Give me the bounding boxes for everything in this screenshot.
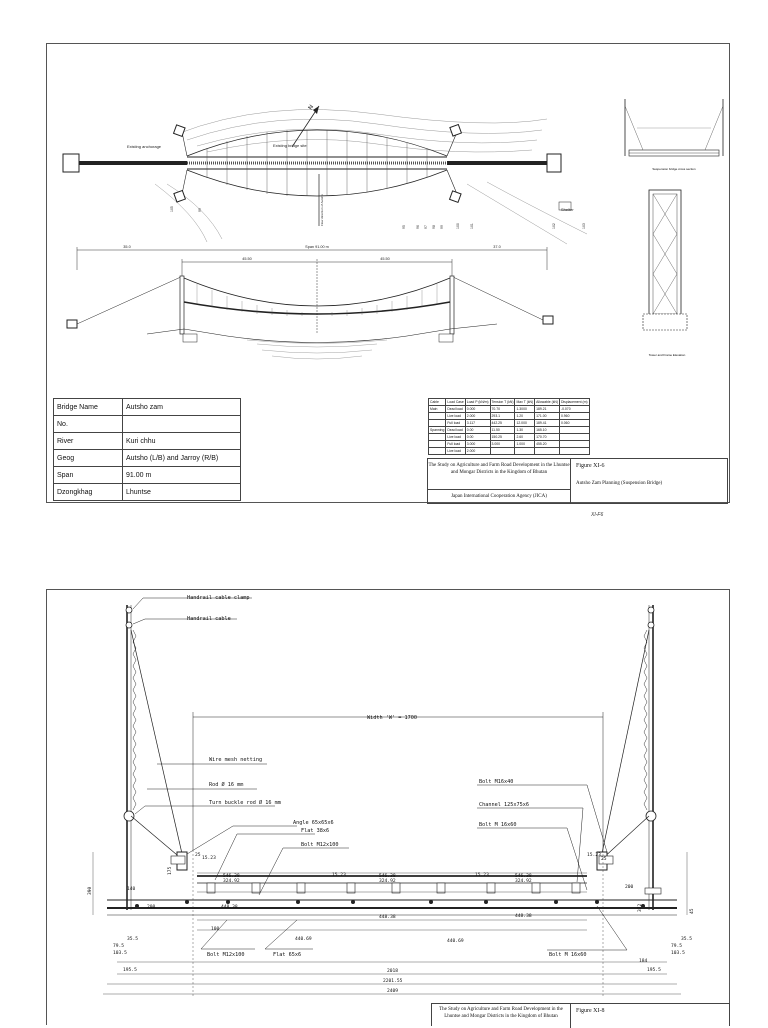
tower-view xyxy=(643,190,687,357)
load-cell: 3.000 xyxy=(490,441,515,448)
info-row xyxy=(54,467,241,484)
component-labels xyxy=(187,595,586,958)
svg-text:99: 99 xyxy=(440,225,444,229)
plan-contours xyxy=(155,110,587,245)
svg-text:96: 96 xyxy=(416,225,420,229)
dim-44838-b: 448.38 xyxy=(379,915,396,920)
load-header-cell: Load Case xyxy=(447,400,464,404)
load-cell: 3.117 xyxy=(465,420,490,427)
svg-text:99: 99 xyxy=(198,208,202,212)
load-header-cell: Allowable (kN) xyxy=(536,400,558,404)
load-row xyxy=(429,413,590,420)
load-cell xyxy=(559,448,589,455)
dim-25-right: 25 xyxy=(601,857,607,862)
dimension-values xyxy=(87,852,695,994)
dim-44069-a: 440.69 xyxy=(295,937,312,942)
dim-1035-b: 103.5 xyxy=(671,951,685,956)
load-cell: -0.070 xyxy=(559,406,589,413)
load-cell: 2.60 xyxy=(515,434,535,441)
elevation-dims xyxy=(123,245,500,261)
info-row xyxy=(54,399,241,416)
load-cell: 2.000 xyxy=(465,413,490,420)
north-arrow-icon xyxy=(292,104,319,147)
load-cell: Live load xyxy=(446,413,465,420)
load-cell: Live load xyxy=(446,434,465,441)
dim-1955-a: 195.5 xyxy=(123,968,137,973)
dim-44838-a: 448.38 xyxy=(221,905,238,910)
load-cell: 150.25 xyxy=(490,434,515,441)
dim-200-a: 200 xyxy=(147,905,156,910)
label-width: Width 'W' = 1700 xyxy=(367,715,417,721)
load-cell: Spanning xyxy=(430,428,445,432)
dim-32492-b: 324.92 xyxy=(379,879,396,884)
svg-text:100: 100 xyxy=(456,223,460,229)
width-dimension xyxy=(193,712,603,850)
dim-100: 100 xyxy=(211,927,220,932)
info-key: Geog xyxy=(54,450,123,467)
load-cell xyxy=(559,427,589,434)
cross-section-caption: Suspension bridge cross section xyxy=(652,167,696,171)
load-cell: 0.960 xyxy=(559,413,589,420)
load-cell: Full load xyxy=(446,420,465,427)
page-ref: XI-F6 xyxy=(591,512,604,518)
title-block-sheet2 xyxy=(431,1003,730,1026)
load-cell: Main xyxy=(429,406,446,413)
label-flow-direction: Flow direction of Autsho xyxy=(320,194,324,226)
dim-1035-a: 103.5 xyxy=(113,951,127,956)
load-cell xyxy=(559,441,589,448)
load-cell xyxy=(535,448,560,455)
dim-175: 175 xyxy=(168,866,173,875)
load-header-cell: Tension T (kN) xyxy=(491,400,514,404)
info-value: 91.00 m xyxy=(123,467,241,484)
load-row xyxy=(429,420,590,427)
load-row xyxy=(429,434,590,441)
info-key: Bridge Name xyxy=(54,399,123,416)
label-handrail-cable: Handrail cable xyxy=(187,616,231,622)
label-rod: Rod Ø 16 mm xyxy=(209,782,244,788)
info-key: Span xyxy=(54,467,123,484)
label-channel: Channel 125x75x6 xyxy=(479,802,529,808)
agency-name: Japan International Cooperation Agency (JICA) xyxy=(428,490,571,503)
dim-54638-c: 546.38 xyxy=(515,874,532,879)
dim-54638-a: 546.38 xyxy=(223,874,240,879)
info-key: Dzongkhag xyxy=(54,484,123,501)
leader-lines xyxy=(133,598,627,950)
load-row xyxy=(429,427,590,434)
info-value: Autsho zam xyxy=(123,399,241,416)
load-cell: 0.060 xyxy=(559,420,589,427)
load-cell xyxy=(429,413,446,420)
load-cell: 12.000 xyxy=(515,420,535,427)
tower-caption: Tower and Frame Elevation xyxy=(648,353,686,357)
load-cell: 1.30 xyxy=(515,427,535,434)
load-cell: 442.25 xyxy=(490,420,515,427)
load-row xyxy=(429,448,590,455)
load-cell: 3.000 xyxy=(465,441,490,448)
label-bolt-m12-top: Bolt M12x100 xyxy=(301,842,339,848)
load-cell xyxy=(490,448,515,455)
wire-mesh-left xyxy=(133,630,136,810)
load-header-row xyxy=(429,399,590,406)
label-turn-buckle: Turn buckle rod Ø 16 mm xyxy=(209,800,281,806)
load-cell: 455.20 xyxy=(535,441,560,448)
title-block-sheet1 xyxy=(427,458,728,504)
label-existing-anchorage: Existing anchorage xyxy=(127,144,162,149)
label-handrail-clamp: Handrail cable clamp xyxy=(187,595,250,601)
info-value: Autsho (L/B) and Jarroy (R/B) xyxy=(123,450,241,467)
wire-mesh-right xyxy=(644,630,647,810)
load-row xyxy=(429,441,590,448)
dim-32492-c: 324.92 xyxy=(515,879,532,884)
load-row xyxy=(429,406,590,413)
dim-1523-c: 15.23 xyxy=(475,873,489,878)
load-cell xyxy=(559,434,589,441)
load-cell xyxy=(429,420,446,427)
svg-text:98: 98 xyxy=(432,225,436,229)
load-cell: 1.3000 xyxy=(515,406,535,413)
info-row xyxy=(54,416,241,433)
dim-2018: 2018 xyxy=(387,969,399,974)
dim-2409: 2409 xyxy=(387,989,399,994)
dim-795-b: 79.5 xyxy=(671,944,683,949)
dim-right-back: 37.0 xyxy=(493,245,501,249)
dim-32492-a: 324.92 xyxy=(223,879,240,884)
load-cell: 11.50 xyxy=(490,427,515,434)
dim-left-back: 35.0 xyxy=(123,245,131,249)
svg-text:105: 105 xyxy=(170,206,174,212)
label-flat-65: Flat 65x6 xyxy=(273,952,302,958)
info-row xyxy=(54,484,241,501)
load-cell: Dead load xyxy=(446,427,465,434)
dim-44838-c: 448.38 xyxy=(515,914,532,919)
load-cell: 171.00 xyxy=(535,413,560,420)
dim-1523-a: 15.23 xyxy=(202,856,216,861)
label-bolt-m16-bottom: Bolt M 16x60 xyxy=(549,952,587,958)
cross-section-view xyxy=(625,99,723,171)
label-bolt-m12-bottom: Bolt M12x100 xyxy=(207,952,245,958)
load-cell: 1.000 xyxy=(515,441,535,448)
dim-355-a: 35.5 xyxy=(127,937,139,942)
load-cell xyxy=(429,434,446,441)
load-table xyxy=(428,398,590,455)
study-title-2: The Study on Agriculture and Farm Road Development in the Lhuntse and Mongar Districts in the Kingdom of Bhutan xyxy=(432,1004,571,1028)
load-cell: 1.20 xyxy=(515,413,535,420)
info-value: Lhuntse xyxy=(123,484,241,501)
info-key: River xyxy=(54,433,123,450)
load-cell: 293.1 xyxy=(490,413,515,420)
dim-390: 390 xyxy=(88,886,93,895)
figure-number-2: Figure XI-8 xyxy=(576,1008,605,1014)
label-bolt-m16-top: Bolt M16x40 xyxy=(479,779,514,785)
label-angle: Angle 65x65x6 xyxy=(293,820,334,826)
svg-text:N: N xyxy=(307,104,316,112)
dim-25-left: 25 xyxy=(195,853,201,858)
study-title: The Study on Agriculture and Farm Road Development in the Lhuntse and Mongar Districts in the Kingdom of Bhutan xyxy=(428,459,571,490)
plan-bridge-deck xyxy=(63,125,561,203)
svg-text:97: 97 xyxy=(424,225,428,229)
info-value xyxy=(123,416,241,433)
dim-1955-b: 195.5 xyxy=(647,968,661,973)
dim-45: 45 xyxy=(690,908,695,914)
station-markers xyxy=(170,206,586,229)
load-cell: 170.70 xyxy=(535,434,560,441)
load-cell: 189.41 xyxy=(535,420,560,427)
load-cell: 165.10 xyxy=(535,427,560,434)
dim-span: Span 91.00 m xyxy=(305,245,329,249)
handrail-posts xyxy=(124,605,656,910)
dim-355-b: 35.5 xyxy=(681,937,693,942)
sheet2-drawing xyxy=(47,590,729,1025)
svg-text:101: 101 xyxy=(470,223,474,229)
dim-372: 372 xyxy=(638,903,643,912)
dim-140: 140 xyxy=(127,887,136,892)
bridge-info-table xyxy=(53,398,241,501)
load-cell: Live load xyxy=(446,448,465,455)
dim-200-b: 200 xyxy=(625,885,634,890)
load-cell: 0.00 xyxy=(465,434,490,441)
svg-text:95: 95 xyxy=(402,225,406,229)
info-row xyxy=(54,433,241,450)
figure-title: Autsho Zam Planning (Suspension Bridge) xyxy=(576,481,663,486)
dim-795-a: 79.5 xyxy=(113,944,125,949)
figure-number: Figure XI-6 xyxy=(576,463,605,469)
drawing-sheet-deck-section xyxy=(46,589,730,1025)
dim-184: 184 xyxy=(639,959,648,964)
dimension-lines xyxy=(93,850,687,996)
suspender-rods xyxy=(131,630,649,860)
load-header-cell: Load P (kN/m) xyxy=(466,400,489,404)
load-header-cell: Cable xyxy=(429,399,446,406)
label-wire-mesh: Wire mesh netting xyxy=(209,757,263,763)
label-flat-38: Flat 38x6 xyxy=(301,828,330,834)
load-cell xyxy=(429,448,446,455)
load-cell: 2.000 xyxy=(465,448,490,455)
load-cell: 70.70 xyxy=(490,406,515,413)
label-bolt-m16-mid: Bolt M 16x60 xyxy=(479,822,517,828)
load-cell: Full load xyxy=(446,441,465,448)
dim-44069-b: 440.69 xyxy=(447,939,464,944)
dim-1523-b: 15.23 xyxy=(332,873,346,878)
label-shelter: Shelter xyxy=(561,207,574,212)
load-header-cell: Max T (kN) xyxy=(516,400,534,404)
dim-1523-d: 15.23 xyxy=(587,853,601,858)
load-cell xyxy=(515,448,535,455)
drawing-sheet-autsho-zam xyxy=(46,43,730,503)
load-cell: 189.21 xyxy=(535,406,560,413)
load-header-cell: Displacement (m) xyxy=(560,400,588,404)
info-value: Kuri chhu xyxy=(123,433,241,450)
svg-text:102: 102 xyxy=(552,223,556,229)
info-key: No. xyxy=(54,416,123,433)
info-row xyxy=(54,450,241,467)
load-cell xyxy=(429,441,446,448)
dim-left-half: 45.50 xyxy=(242,257,252,261)
dim-right-half: 45.50 xyxy=(380,257,390,261)
load-cell: Dead load xyxy=(446,406,465,413)
load-cell: 0.00 xyxy=(465,427,490,434)
load-cell: 0.000 xyxy=(465,406,490,413)
dim-54638-b: 546.38 xyxy=(379,874,396,879)
dim-220155: 2201.55 xyxy=(383,979,403,984)
elevation-view xyxy=(67,247,553,359)
plan-labels xyxy=(127,143,574,226)
label-existing-bridge-site: Existing bridge site xyxy=(273,143,307,148)
svg-text:103: 103 xyxy=(582,223,586,229)
